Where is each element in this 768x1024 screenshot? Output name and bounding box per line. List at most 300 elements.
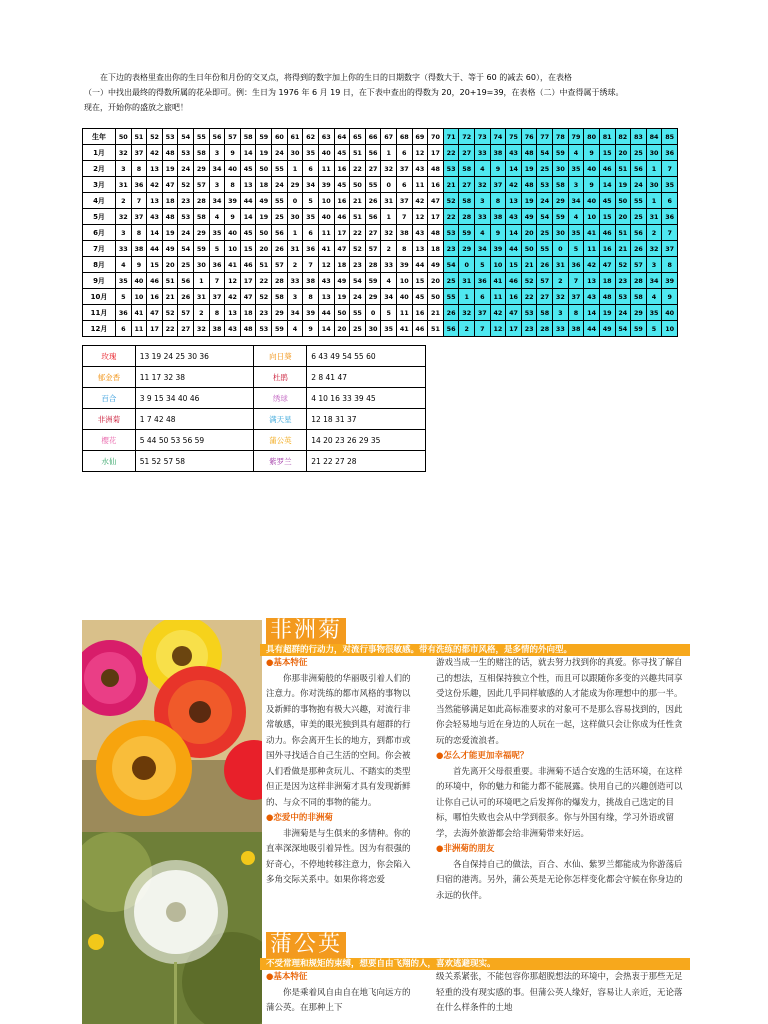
value-cell: 11 — [131, 321, 147, 337]
section-heading: ● 基本特征 — [266, 970, 418, 986]
value-cell: 31 — [194, 289, 210, 305]
month-row — [83, 209, 678, 225]
value-cell: 40 — [318, 209, 334, 225]
flower-name: 非洲菊 — [83, 409, 136, 430]
value-cell: 4 — [209, 209, 225, 225]
value-cell: 58 — [459, 161, 475, 177]
value-cell: 25 — [443, 273, 459, 289]
value-cell: 49 — [599, 321, 615, 337]
value-cell: 53 — [178, 145, 194, 161]
value-cell: 18 — [256, 177, 272, 193]
year-header-cell: 60 — [272, 129, 288, 145]
value-cell: 19 — [521, 193, 537, 209]
value-cell: 35 — [662, 177, 678, 193]
value-cell: 33 — [381, 257, 397, 273]
value-cell: 44 — [240, 193, 256, 209]
year-header-cell: 63 — [318, 129, 334, 145]
value-cell: 36 — [568, 257, 584, 273]
value-cell: 37 — [662, 241, 678, 257]
value-cell: 14 — [506, 161, 522, 177]
value-cell: 22 — [443, 209, 459, 225]
value-cell: 51 — [162, 273, 178, 289]
value-cell: 32 — [459, 305, 475, 321]
value-cell: 50 — [428, 289, 444, 305]
value-cell: 38 — [131, 241, 147, 257]
value-cell: 12 — [490, 321, 506, 337]
value-cell: 57 — [537, 273, 553, 289]
year-header-cell: 82 — [615, 129, 631, 145]
value-cell: 8 — [568, 305, 584, 321]
value-cell: 3 — [568, 177, 584, 193]
value-cell: 27 — [459, 145, 475, 161]
value-cell: 4 — [646, 289, 662, 305]
flower-numbers: 1 7 42 48 — [135, 409, 254, 430]
month-label: 10月 — [83, 289, 116, 305]
value-cell: 38 — [490, 145, 506, 161]
value-cell: 39 — [318, 177, 334, 193]
value-cell: 22 — [443, 145, 459, 161]
flower-name: 水仙 — [83, 451, 136, 472]
value-cell: 4 — [381, 273, 397, 289]
value-cell: 46 — [147, 273, 163, 289]
value-cell: 17 — [428, 209, 444, 225]
value-cell: 11 — [412, 177, 428, 193]
value-cell: 9 — [584, 145, 600, 161]
value-cell: 13 — [412, 241, 428, 257]
value-cell: 19 — [521, 161, 537, 177]
value-cell: 14 — [506, 225, 522, 241]
value-cell: 50 — [521, 241, 537, 257]
value-cell: 4 — [475, 225, 491, 241]
value-cell: 7 — [475, 321, 491, 337]
value-cell: 51 — [615, 225, 631, 241]
gerbera-column-2 — [436, 656, 686, 904]
value-cell: 59 — [272, 321, 288, 337]
value-cell: 46 — [599, 225, 615, 241]
value-cell: 55 — [365, 177, 381, 193]
flower-name: 杜鹃 — [254, 367, 307, 388]
value-cell: 3 — [553, 305, 569, 321]
flower-numbers: 12 18 31 37 — [307, 409, 426, 430]
value-cell: 20 — [615, 209, 631, 225]
value-cell: 52 — [256, 289, 272, 305]
value-cell: 32 — [381, 225, 397, 241]
value-cell: 3 — [287, 289, 303, 305]
value-cell: 5 — [646, 321, 662, 337]
value-cell: 3 — [209, 177, 225, 193]
dandelion-tagline: 不受常理和规矩的束缚，想要自由飞翔的人，喜欢逃避现实。 — [260, 958, 690, 970]
value-cell: 47 — [428, 193, 444, 209]
year-header-cell: 61 — [287, 129, 303, 145]
flower-name: 向日葵 — [254, 346, 307, 367]
value-cell: 39 — [225, 193, 241, 209]
value-cell: 15 — [147, 257, 163, 273]
value-cell: 53 — [537, 177, 553, 193]
value-cell: 17 — [240, 273, 256, 289]
value-cell: 34 — [568, 193, 584, 209]
value-cell: 10 — [662, 321, 678, 337]
value-cell: 2 — [646, 225, 662, 241]
value-cell: 22 — [521, 289, 537, 305]
value-cell: 53 — [178, 209, 194, 225]
intro-line-3: 现在，开始你的盛放之旅吧！ — [84, 103, 188, 112]
value-cell: 42 — [412, 193, 428, 209]
month-label: 9月 — [83, 273, 116, 289]
value-cell: 5 — [116, 289, 132, 305]
paragraph: 首先离开父母很重要。非洲菊不适合安逸的生活环境，在这样的环境中，你的魅力和能力都不能展露。快用自己的兴趣创造可以让你自己认可的环境吧之后发挥你的爆发力，挑战自己选定的目标，哪怕失败也会从中学到很多。你与外国有缘，学习外语或留学，去海外旅游都会给非洲菊带来好运。 — [436, 766, 683, 839]
value-cell: 3 — [209, 145, 225, 161]
year-header-cell: 72 — [459, 129, 475, 145]
flower-numbers: 6 43 49 54 55 60 — [307, 346, 426, 367]
value-cell: 35 — [116, 273, 132, 289]
value-cell: 34 — [209, 193, 225, 209]
value-cell: 11 — [490, 289, 506, 305]
value-cell: 22 — [162, 321, 178, 337]
value-cell: 56 — [631, 161, 647, 177]
value-cell: 48 — [240, 321, 256, 337]
value-cell: 9 — [490, 225, 506, 241]
value-cell: 37 — [396, 161, 412, 177]
flower-name: 绣球 — [254, 388, 307, 409]
value-cell: 47 — [599, 257, 615, 273]
value-cell: 31 — [116, 177, 132, 193]
flower-table — [82, 345, 426, 472]
value-cell: 28 — [459, 209, 475, 225]
month-row — [83, 289, 678, 305]
value-cell: 36 — [662, 145, 678, 161]
value-cell: 36 — [131, 177, 147, 193]
value-cell: 11 — [318, 161, 334, 177]
value-cell: 42 — [584, 257, 600, 273]
value-cell: 35 — [209, 225, 225, 241]
value-cell: 56 — [365, 145, 381, 161]
value-cell: 33 — [287, 273, 303, 289]
value-cell: 9 — [225, 145, 241, 161]
value-cell: 10 — [225, 241, 241, 257]
year-header-row — [83, 129, 678, 145]
value-cell: 14 — [584, 305, 600, 321]
value-cell: 36 — [303, 241, 319, 257]
value-cell: 3 — [116, 225, 132, 241]
value-cell: 48 — [428, 161, 444, 177]
value-cell: 4 — [568, 145, 584, 161]
value-cell: 14 — [240, 209, 256, 225]
flower-name: 樱花 — [83, 430, 136, 451]
value-cell: 58 — [459, 193, 475, 209]
value-cell: 24 — [178, 161, 194, 177]
value-cell: 28 — [537, 321, 553, 337]
value-cell: 27 — [459, 177, 475, 193]
value-cell: 26 — [537, 257, 553, 273]
value-cell: 16 — [412, 305, 428, 321]
value-cell: 17 — [506, 321, 522, 337]
value-cell: 12 — [225, 273, 241, 289]
value-cell: 13 — [225, 305, 241, 321]
value-cell: 59 — [459, 225, 475, 241]
value-cell: 20 — [428, 273, 444, 289]
value-cell: 10 — [584, 209, 600, 225]
value-cell: 8 — [131, 225, 147, 241]
value-cell: 40 — [584, 161, 600, 177]
value-cell: 9 — [131, 257, 147, 273]
value-cell: 41 — [490, 273, 506, 289]
value-cell: 44 — [584, 321, 600, 337]
flower-numbers: 2 8 41 47 — [307, 367, 426, 388]
value-cell: 44 — [147, 241, 163, 257]
year-header-cell: 53 — [162, 129, 178, 145]
value-cell: 52 — [521, 273, 537, 289]
value-cell: 23 — [178, 193, 194, 209]
value-cell: 41 — [318, 241, 334, 257]
value-cell: 57 — [194, 177, 210, 193]
value-cell: 48 — [162, 209, 178, 225]
value-cell: 50 — [334, 305, 350, 321]
value-cell: 23 — [350, 257, 366, 273]
value-cell: 14 — [599, 177, 615, 193]
value-cell: 51 — [350, 145, 366, 161]
value-cell: 15 — [506, 257, 522, 273]
year-header-cell: 51 — [131, 129, 147, 145]
value-cell: 18 — [240, 305, 256, 321]
value-cell: 50 — [350, 177, 366, 193]
value-cell: 50 — [256, 225, 272, 241]
value-cell: 29 — [365, 289, 381, 305]
value-cell: 57 — [631, 257, 647, 273]
flower-name: 玫瑰 — [83, 346, 136, 367]
value-cell: 40 — [396, 289, 412, 305]
value-cell: 58 — [631, 289, 647, 305]
value-cell: 8 — [662, 257, 678, 273]
intro-text — [84, 70, 688, 115]
value-cell: 16 — [334, 193, 350, 209]
value-cell: 19 — [256, 209, 272, 225]
value-cell: 41 — [584, 225, 600, 241]
value-cell: 38 — [490, 209, 506, 225]
value-cell: 52 — [162, 305, 178, 321]
value-cell: 13 — [584, 273, 600, 289]
flower-numbers: 21 22 27 28 — [307, 451, 426, 472]
value-cell: 14 — [147, 225, 163, 241]
value-cell: 46 — [599, 161, 615, 177]
value-cell: 40 — [225, 161, 241, 177]
value-cell: 39 — [303, 305, 319, 321]
value-cell: 29 — [553, 193, 569, 209]
paragraph: 你那非洲菊般的华丽吸引着人们的注意力。你对洗练的都市风格的事物以及新鲜的事物抱有极大兴趣，对流行非常敏感，审美的眼光独到具有超群的行动力。你会离开生长的地方，到都市或国外寻找适合自己生活的空间。你会被人们看做是那种贪玩儿、不踏实的类型但正是因为这样非洲菊才具有发现新鲜的、与众不同的事物的能力。 — [266, 673, 411, 808]
year-header-cell: 71 — [443, 129, 459, 145]
value-cell: 38 — [303, 273, 319, 289]
flower-row — [83, 409, 426, 430]
value-cell: 30 — [646, 145, 662, 161]
value-cell: 9 — [225, 209, 241, 225]
year-header-cell: 73 — [475, 129, 491, 145]
value-cell: 3 — [475, 193, 491, 209]
value-cell: 19 — [334, 289, 350, 305]
year-header-cell: 78 — [553, 129, 569, 145]
value-cell: 25 — [272, 209, 288, 225]
value-cell: 37 — [131, 145, 147, 161]
value-cell: 8 — [209, 305, 225, 321]
value-cell: 43 — [147, 209, 163, 225]
year-header-cell: 85 — [662, 129, 678, 145]
year-header-cell: 52 — [147, 129, 163, 145]
value-cell: 40 — [131, 273, 147, 289]
value-cell: 31 — [287, 241, 303, 257]
value-cell: 55 — [272, 161, 288, 177]
value-cell: 37 — [568, 289, 584, 305]
gerbera-tagline: 具有超群的行动力，对流行事物很敏感。带有洗练的都市风格，是多情的外向型。 — [260, 644, 690, 656]
value-cell: 57 — [365, 241, 381, 257]
birth-number-table — [82, 128, 678, 337]
value-cell: 0 — [459, 257, 475, 273]
value-cell: 7 — [568, 273, 584, 289]
value-cell: 12 — [318, 257, 334, 273]
section-heading: ● 基本特征 — [266, 656, 418, 672]
value-cell: 47 — [240, 289, 256, 305]
value-cell: 51 — [615, 161, 631, 177]
value-cell: 26 — [443, 305, 459, 321]
value-cell: 39 — [396, 257, 412, 273]
value-cell: 5 — [475, 257, 491, 273]
value-cell: 33 — [553, 321, 569, 337]
value-cell: 17 — [147, 321, 163, 337]
value-cell: 45 — [334, 145, 350, 161]
value-cell: 45 — [334, 177, 350, 193]
month-label: 12月 — [83, 321, 116, 337]
value-cell: 26 — [365, 193, 381, 209]
year-header-cell: 58 — [240, 129, 256, 145]
value-cell: 1 — [287, 225, 303, 241]
value-cell: 6 — [116, 321, 132, 337]
value-cell: 32 — [194, 321, 210, 337]
value-cell: 5 — [209, 241, 225, 257]
value-cell: 42 — [147, 145, 163, 161]
value-cell: 24 — [272, 177, 288, 193]
value-cell: 43 — [584, 289, 600, 305]
value-cell: 0 — [553, 241, 569, 257]
value-cell: 42 — [506, 177, 522, 193]
value-cell: 29 — [194, 225, 210, 241]
value-cell: 37 — [131, 209, 147, 225]
section-heading: ● 非洲菊的朋友 — [436, 842, 686, 858]
value-cell: 16 — [599, 241, 615, 257]
value-cell: 0 — [365, 305, 381, 321]
value-cell: 0 — [287, 193, 303, 209]
value-cell: 55 — [443, 289, 459, 305]
value-cell: 36 — [662, 209, 678, 225]
value-cell: 20 — [334, 321, 350, 337]
value-cell: 54 — [537, 209, 553, 225]
value-cell: 33 — [116, 241, 132, 257]
value-cell: 24 — [178, 225, 194, 241]
year-header-cell: 83 — [631, 129, 647, 145]
value-cell: 7 — [131, 193, 147, 209]
flower-row — [83, 367, 426, 388]
value-cell: 24 — [631, 177, 647, 193]
value-cell: 24 — [350, 289, 366, 305]
value-cell: 18 — [334, 257, 350, 273]
value-cell: 39 — [662, 273, 678, 289]
value-cell: 52 — [443, 193, 459, 209]
value-cell: 19 — [162, 225, 178, 241]
flower-numbers: 11 17 32 38 — [135, 367, 254, 388]
value-cell: 29 — [287, 177, 303, 193]
year-header-cell: 84 — [646, 129, 662, 145]
value-cell: 1 — [287, 161, 303, 177]
value-cell: 35 — [568, 225, 584, 241]
value-cell: 7 — [209, 273, 225, 289]
value-cell: 2 — [381, 241, 397, 257]
value-cell: 30 — [646, 177, 662, 193]
value-cell: 49 — [256, 193, 272, 209]
value-cell: 16 — [147, 289, 163, 305]
value-cell: 32 — [116, 209, 132, 225]
value-cell: 34 — [287, 305, 303, 321]
value-cell: 19 — [256, 145, 272, 161]
value-cell: 20 — [162, 257, 178, 273]
value-cell: 22 — [350, 161, 366, 177]
gerbera-title: 非洲菊 — [266, 618, 346, 644]
year-header-cell: 54 — [178, 129, 194, 145]
value-cell: 43 — [225, 321, 241, 337]
value-cell: 14 — [318, 321, 334, 337]
value-cell: 45 — [240, 161, 256, 177]
value-cell: 39 — [490, 241, 506, 257]
value-cell: 49 — [428, 257, 444, 273]
value-cell: 40 — [662, 305, 678, 321]
value-cell: 20 — [256, 241, 272, 257]
value-cell: 49 — [334, 273, 350, 289]
year-header-cell: 81 — [599, 129, 615, 145]
value-cell: 15 — [599, 209, 615, 225]
value-cell: 6 — [396, 145, 412, 161]
flower-name: 百合 — [83, 388, 136, 409]
intro-line-2: （一）中找出最终的得数所属的花朵即可。例：生日为 1976 年 6 月 19 日，在下表中查出的得数为 20，20+19=39，在表格（二）中查得属于绣球。 — [84, 88, 624, 97]
value-cell: 16 — [506, 289, 522, 305]
flower-numbers: 5 44 50 53 56 59 — [135, 430, 254, 451]
value-cell: 42 — [225, 289, 241, 305]
value-cell: 41 — [131, 305, 147, 321]
month-row — [83, 273, 678, 289]
value-cell: 30 — [365, 321, 381, 337]
value-cell: 9 — [490, 161, 506, 177]
value-cell: 29 — [459, 241, 475, 257]
value-cell: 27 — [365, 161, 381, 177]
month-label: 3月 — [83, 177, 116, 193]
value-cell: 41 — [225, 257, 241, 273]
value-cell: 21 — [521, 257, 537, 273]
value-cell: 5 — [381, 305, 397, 321]
value-cell: 54 — [178, 241, 194, 257]
value-cell: 14 — [240, 145, 256, 161]
section-heading: ● 恋爱中的非洲菊 — [266, 811, 418, 827]
value-cell: 17 — [428, 145, 444, 161]
value-cell: 58 — [537, 305, 553, 321]
month-row — [83, 177, 678, 193]
value-cell: 59 — [553, 145, 569, 161]
value-cell: 34 — [475, 241, 491, 257]
section-heading: ● 怎么才能更加幸福呢？ — [436, 749, 686, 765]
value-cell: 27 — [537, 289, 553, 305]
value-cell: 3 — [646, 257, 662, 273]
value-cell: 31 — [381, 193, 397, 209]
value-cell: 22 — [350, 225, 366, 241]
value-cell: 13 — [506, 193, 522, 209]
flower-numbers: 3 9 15 34 40 46 — [135, 388, 254, 409]
value-cell: 32 — [116, 145, 132, 161]
value-cell: 13 — [147, 161, 163, 177]
value-cell: 18 — [428, 241, 444, 257]
value-cell: 36 — [116, 305, 132, 321]
